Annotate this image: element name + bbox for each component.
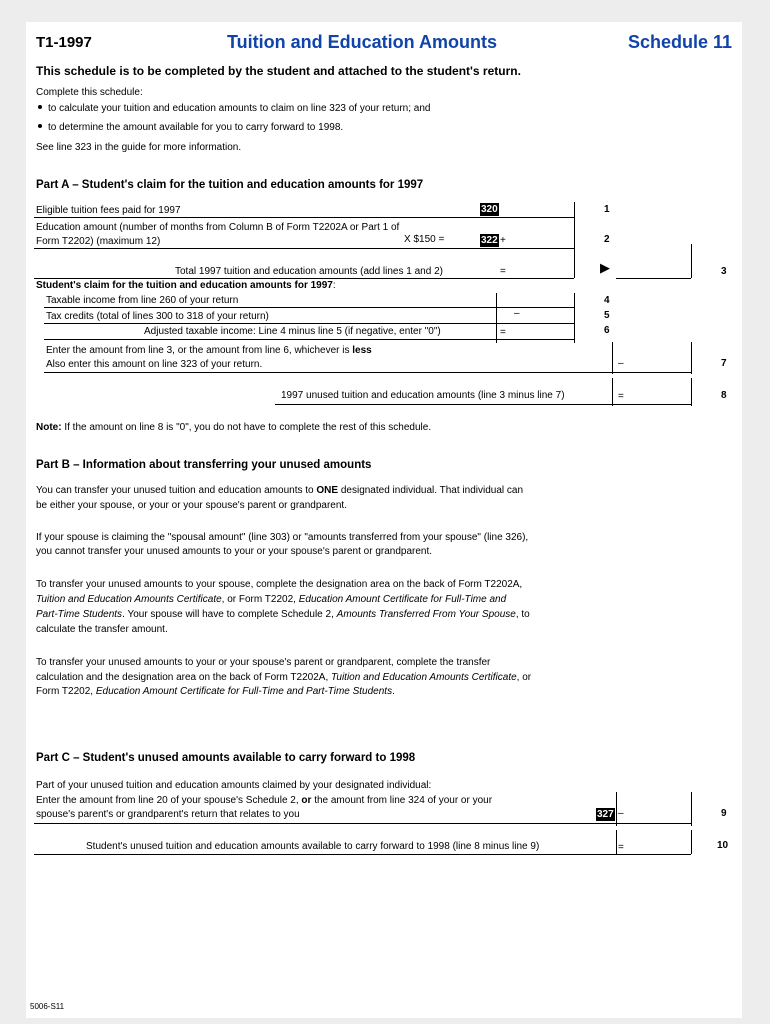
minus-sign: – xyxy=(514,308,520,319)
arrow-right-icon: ▶ xyxy=(600,260,610,275)
part-b-title: Part B – Information about transferring your unused amounts xyxy=(36,459,372,471)
p4c-italic-2: Education Amount Certificate for Full-Time and Part-Time Students xyxy=(95,686,393,697)
form-title: Tuition and Education Amounts xyxy=(227,32,497,52)
line-9-label-c: spouse's parent's or grandparent's return that relates to you xyxy=(36,809,300,820)
line-number-4: 4 xyxy=(604,295,610,306)
form-page xyxy=(26,22,742,1018)
line-9-b2-text: the amount from line 324 of your or your xyxy=(314,795,493,806)
line-7-label-bold: less xyxy=(352,345,372,356)
amount-col-left xyxy=(574,202,575,278)
line-7-col-right xyxy=(691,342,692,374)
line-8-col-left xyxy=(612,378,613,406)
line-6-label: Adjusted taxable income: Line 4 minus line 5 (if negative, enter "0") xyxy=(144,326,441,337)
line-4-amount-field[interactable] xyxy=(498,293,574,307)
line-3-result-rule xyxy=(616,278,691,279)
bullet-icon xyxy=(38,124,42,128)
part-b-para-4b xyxy=(36,671,531,685)
line-5-rule xyxy=(44,323,574,324)
line-4-label: Taxable income from line 260 of your return xyxy=(46,295,239,306)
line-9-label-b xyxy=(36,794,492,808)
line-number-6: 6 xyxy=(604,325,610,336)
p1-bold: ONE xyxy=(316,485,339,496)
intro-bullet-2-text: to determine the amount available for you to carry forward to 1998. xyxy=(48,122,344,133)
line-10-amount-field[interactable] xyxy=(630,840,691,854)
line-2-label-a: Education amount (number of months from Column B of Form T2202A or Part 1 of xyxy=(36,222,400,233)
p4c-text-3: . xyxy=(392,686,395,697)
line-3-rule xyxy=(34,278,574,279)
line-1-label: Eligible tuition fees paid for 1997 xyxy=(36,205,181,216)
p3c-italic-1: Part-Time Students xyxy=(36,609,123,620)
p4c-text-1: Form T2202, xyxy=(36,686,94,697)
line-9-rule xyxy=(34,823,691,824)
schedule-label: Schedule 11 xyxy=(628,32,733,52)
line-3-label: Total 1997 tuition and education amounts (add lines 1 and 2) xyxy=(175,266,443,277)
line-7-label-a xyxy=(46,345,372,357)
p3b-text-2: , or Form T2202, xyxy=(221,594,296,605)
p4b-text-3: , or xyxy=(516,672,532,683)
part-b-para-2a: If your spouse is claiming the "spousal amount" (line 303) or "amounts transferred from your spouse" (line 326), xyxy=(36,532,529,543)
line-number-1: 1 xyxy=(604,204,610,215)
line-9-amount-field[interactable] xyxy=(630,808,691,822)
bullet-icon xyxy=(38,105,42,109)
line-9-b1-text: Enter the amount from line 20 of your spouse's Schedule 2, xyxy=(36,795,299,806)
line-5-label: Tax credits (total of lines 300 to 318 of your return) xyxy=(46,311,269,322)
p3c-text-4: , to xyxy=(515,609,530,620)
line-number-7: 7 xyxy=(721,358,727,369)
line-number-2: 2 xyxy=(604,234,610,245)
p3b-italic-1: Tuition and Education Amounts Certificate xyxy=(36,594,222,605)
part-a-title: Part A – Student's claim for the tuition and education amounts for 1997 xyxy=(36,179,424,191)
part-b-para-4a: To transfer your unused amounts to your or your spouse's parent or grandparent, complete the transfer xyxy=(36,657,491,668)
equals-sign: = xyxy=(618,842,624,853)
line-number-10: 10 xyxy=(717,840,729,851)
line-2-multiplier: X $150 = xyxy=(404,234,445,245)
line-code-322: 322 xyxy=(481,235,498,246)
p4b-text-1: calculation and the designation area on the back of Form T2202A, xyxy=(36,672,329,683)
line-number-9: 9 xyxy=(721,808,727,819)
line-number-8: 8 xyxy=(721,390,727,401)
part-b-para-3c xyxy=(36,608,530,622)
line-10-col-right xyxy=(691,830,692,854)
part-b-para-1b: be either your spouse, or your or your spouse's parent or grandparent. xyxy=(36,500,347,511)
amount-col-right xyxy=(691,244,692,278)
line-7-col-left xyxy=(612,342,613,374)
claim-heading-colon: : xyxy=(332,280,336,291)
note xyxy=(36,422,431,434)
equals-sign: = xyxy=(500,327,506,338)
line-6-amount-field[interactable] xyxy=(510,325,574,339)
line-8-rule xyxy=(275,404,691,405)
claim-heading xyxy=(36,280,336,292)
equals-sign: = xyxy=(500,266,506,277)
line-2-label-b: Form T2202) (maximum 12) xyxy=(36,236,161,247)
intro-lead: Complete this schedule: xyxy=(36,87,143,98)
part-b-para-2b: you cannot transfer your unused amounts to your or your spouse's parent or grandparent. xyxy=(36,546,433,557)
line-9-col-left xyxy=(616,792,617,826)
intro-bullet-1-text: to calculate your tuition and education amounts to claim on line 323 of your return; and xyxy=(48,103,431,114)
note-label: Note: xyxy=(36,422,62,433)
line-9-col-right xyxy=(691,792,692,826)
line-1-amount-field[interactable] xyxy=(500,202,574,217)
line-9-label-a: Part of your unused tuition and education amounts claimed by your designated individual: xyxy=(36,780,432,791)
part-c-title: Part C – Student's unused amounts available to carry forward to 1998 xyxy=(36,752,416,764)
p1b-text: designated individual. That individual can xyxy=(340,485,524,496)
minus-sign: – xyxy=(618,808,624,819)
subcol-right xyxy=(574,293,575,343)
part-b-para-3b xyxy=(36,593,506,607)
form-id: T1-1997 xyxy=(36,34,92,51)
line-8-col-right xyxy=(691,378,692,406)
line-3-amount-field[interactable] xyxy=(510,263,574,277)
line-8-amount-field[interactable] xyxy=(630,390,691,404)
line-7-rule xyxy=(44,372,691,373)
plus-sign: + xyxy=(500,235,506,246)
line-7-amount-field[interactable] xyxy=(630,358,691,372)
line-10-label: Student's unused tuition and education amounts available to carry forward to 1998 (line 8 minus line 9) xyxy=(86,841,540,852)
p3c-text-2: . Your spouse will have to complete Schedule 2, xyxy=(122,609,334,620)
line-2-amount-field[interactable] xyxy=(510,234,574,248)
footer-code: 5006-S11 xyxy=(30,1002,65,1011)
line-number-5: 5 xyxy=(604,310,610,321)
line-9-bold: or xyxy=(301,795,312,806)
line-2-rule xyxy=(34,248,574,249)
line-4-rule xyxy=(44,307,574,308)
line-8-label: 1997 unused tuition and education amounts (line 3 minus line 7) xyxy=(281,390,565,401)
line-7-label-b: Also enter this amount on line 323 of your return. xyxy=(46,359,263,370)
p4b-italic-2: Tuition and Education Amounts Certificate xyxy=(331,672,517,683)
line-code-320: 320 xyxy=(481,204,498,215)
p3b-italic-3: Education Amount Certificate for Full-Time and xyxy=(298,594,507,605)
form-subtitle: This schedule is to be completed by the student and attached to the student's return. xyxy=(36,64,521,78)
subcol-left xyxy=(496,293,497,343)
intro-see: See line 323 in the guide for more information. xyxy=(36,142,242,153)
line-10-col-left xyxy=(616,830,617,854)
note-text: If the amount on line 8 is "0", you do not have to complete the rest of this schedule. xyxy=(64,422,432,433)
line-5-amount-field[interactable] xyxy=(526,309,574,323)
part-b-para-1a xyxy=(36,484,523,498)
line-6-rule xyxy=(44,339,574,340)
line-1-rule xyxy=(34,217,574,218)
intro-bullet-1 xyxy=(36,102,430,116)
part-b-para-3d: calculate the transfer amount. xyxy=(36,624,168,635)
claim-heading-text: Student's claim for the tuition and education amounts for 1997 xyxy=(36,280,333,291)
line-3-result-field[interactable] xyxy=(616,263,691,277)
p3c-italic-3: Amounts Transferred From Your Spouse xyxy=(336,609,516,620)
equals-sign: = xyxy=(618,391,624,402)
p1a-text: You can transfer your unused tuition and education amounts to xyxy=(36,485,314,496)
intro-bullet-2 xyxy=(36,121,343,135)
line-number-3: 3 xyxy=(721,266,727,277)
part-b-para-4c xyxy=(36,685,395,699)
line-7-label-a-text: Enter the amount from line 3, or the amount from line 6, whichever is xyxy=(46,345,350,356)
line-10-rule xyxy=(34,854,691,855)
line-code-327: 327 xyxy=(597,809,614,820)
part-b-para-3a: To transfer your unused amounts to your spouse, complete the designation area on the back of Form T2202A, xyxy=(36,579,523,590)
minus-sign: – xyxy=(618,358,624,369)
